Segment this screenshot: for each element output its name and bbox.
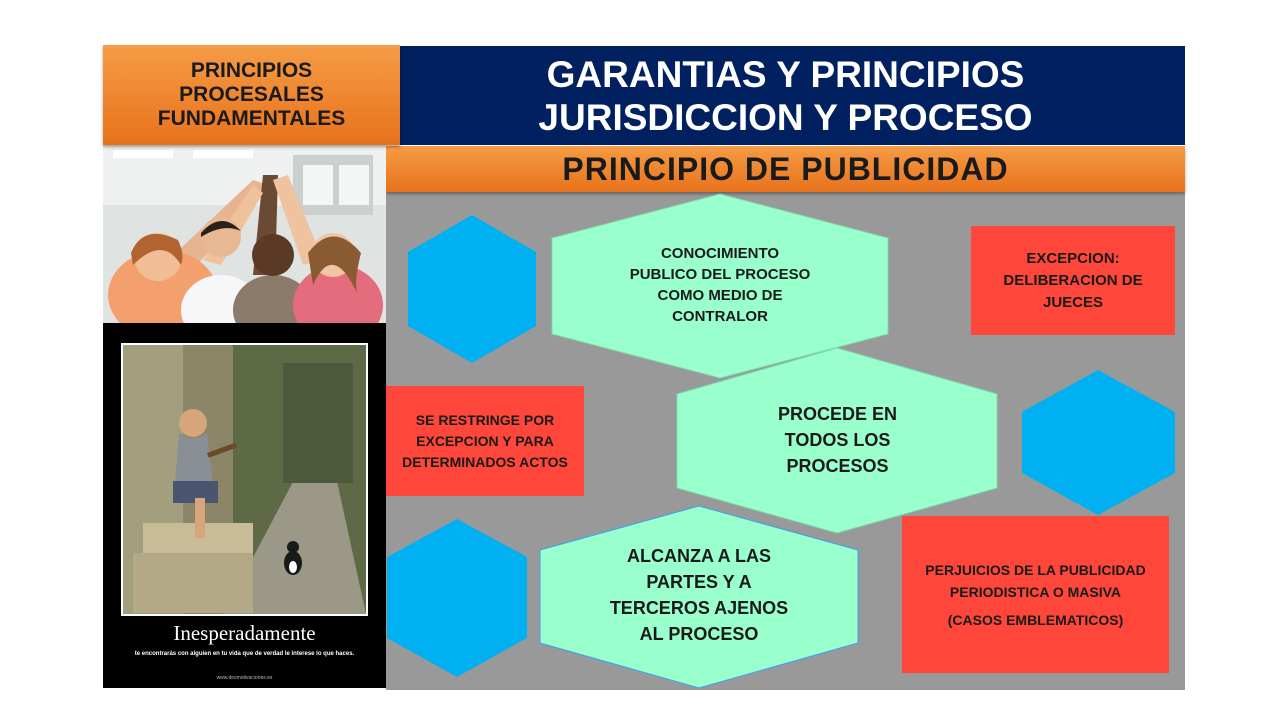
box-line: JUECES	[1042, 293, 1104, 311]
box-line: SE RESTRINGE POR	[415, 411, 555, 428]
blue-hexagon-3	[387, 519, 527, 677]
hex-line: PROCEDE EN	[777, 404, 898, 424]
hex-line: COMO MEDIO DE	[657, 287, 783, 304]
box-line: DELIBERACION DE	[1003, 271, 1143, 289]
box-line: EXCEPCION Y PARA	[416, 432, 554, 449]
poster-tagline: te encontrarás con alguien en tu vida que de verdad le interese lo que haces.	[134, 651, 355, 657]
box-perjuicios	[902, 516, 1169, 673]
title-line-1: GARANTIAS Y PRINCIPIOS	[546, 53, 1025, 95]
hex-line: CONTRALOR	[672, 308, 768, 325]
hexagon-text-conocimiento	[575, 235, 865, 335]
hexagon-text-procede	[700, 395, 975, 485]
hex-line: CONOCIMIENTO	[660, 245, 780, 262]
title-line-2: JURISDICCION Y PROCESO	[538, 96, 1033, 138]
hex-line: PROCESOS	[786, 456, 889, 476]
label-line-3: FUNDAMENTALES	[157, 107, 346, 130]
hex-line: TODOS LOS	[784, 430, 891, 450]
poster-url: www.desmotivaciones.es	[216, 675, 273, 681]
blue-hexagon-1	[408, 215, 536, 363]
label-line-2: PROCESALES	[179, 83, 324, 106]
box-line: PERJUICIOS DE LA PUBLICIDAD	[925, 561, 1146, 578]
subtitle-text: PRINCIPIO DE PUBLICIDAD	[562, 150, 1009, 187]
label-line-1: PRINCIPIOS	[190, 59, 313, 82]
hexagon-text-alcanza	[565, 543, 833, 647]
hex-line: ALCANZA A LAS	[627, 546, 771, 566]
box-line: PERIODISTICA O MASIVA	[949, 583, 1122, 600]
box-line: (CASOS EMBLEMATICOS)	[947, 611, 1124, 628]
box-restringe	[386, 386, 584, 496]
box-excepcion	[971, 226, 1175, 335]
poster-caption: Inesperadamente	[173, 621, 316, 645]
hex-line: PUBLICO DEL PROCESO	[629, 266, 811, 283]
blue-hexagon-2	[1022, 370, 1175, 515]
box-line: EXCEPCION:	[1026, 249, 1120, 267]
hex-line: TERCEROS AJENOS	[609, 598, 789, 618]
hex-line: AL PROCESO	[639, 624, 759, 644]
hex-line: PARTES Y A	[646, 572, 752, 592]
box-line: DETERMINADOS ACTOS	[402, 453, 568, 470]
